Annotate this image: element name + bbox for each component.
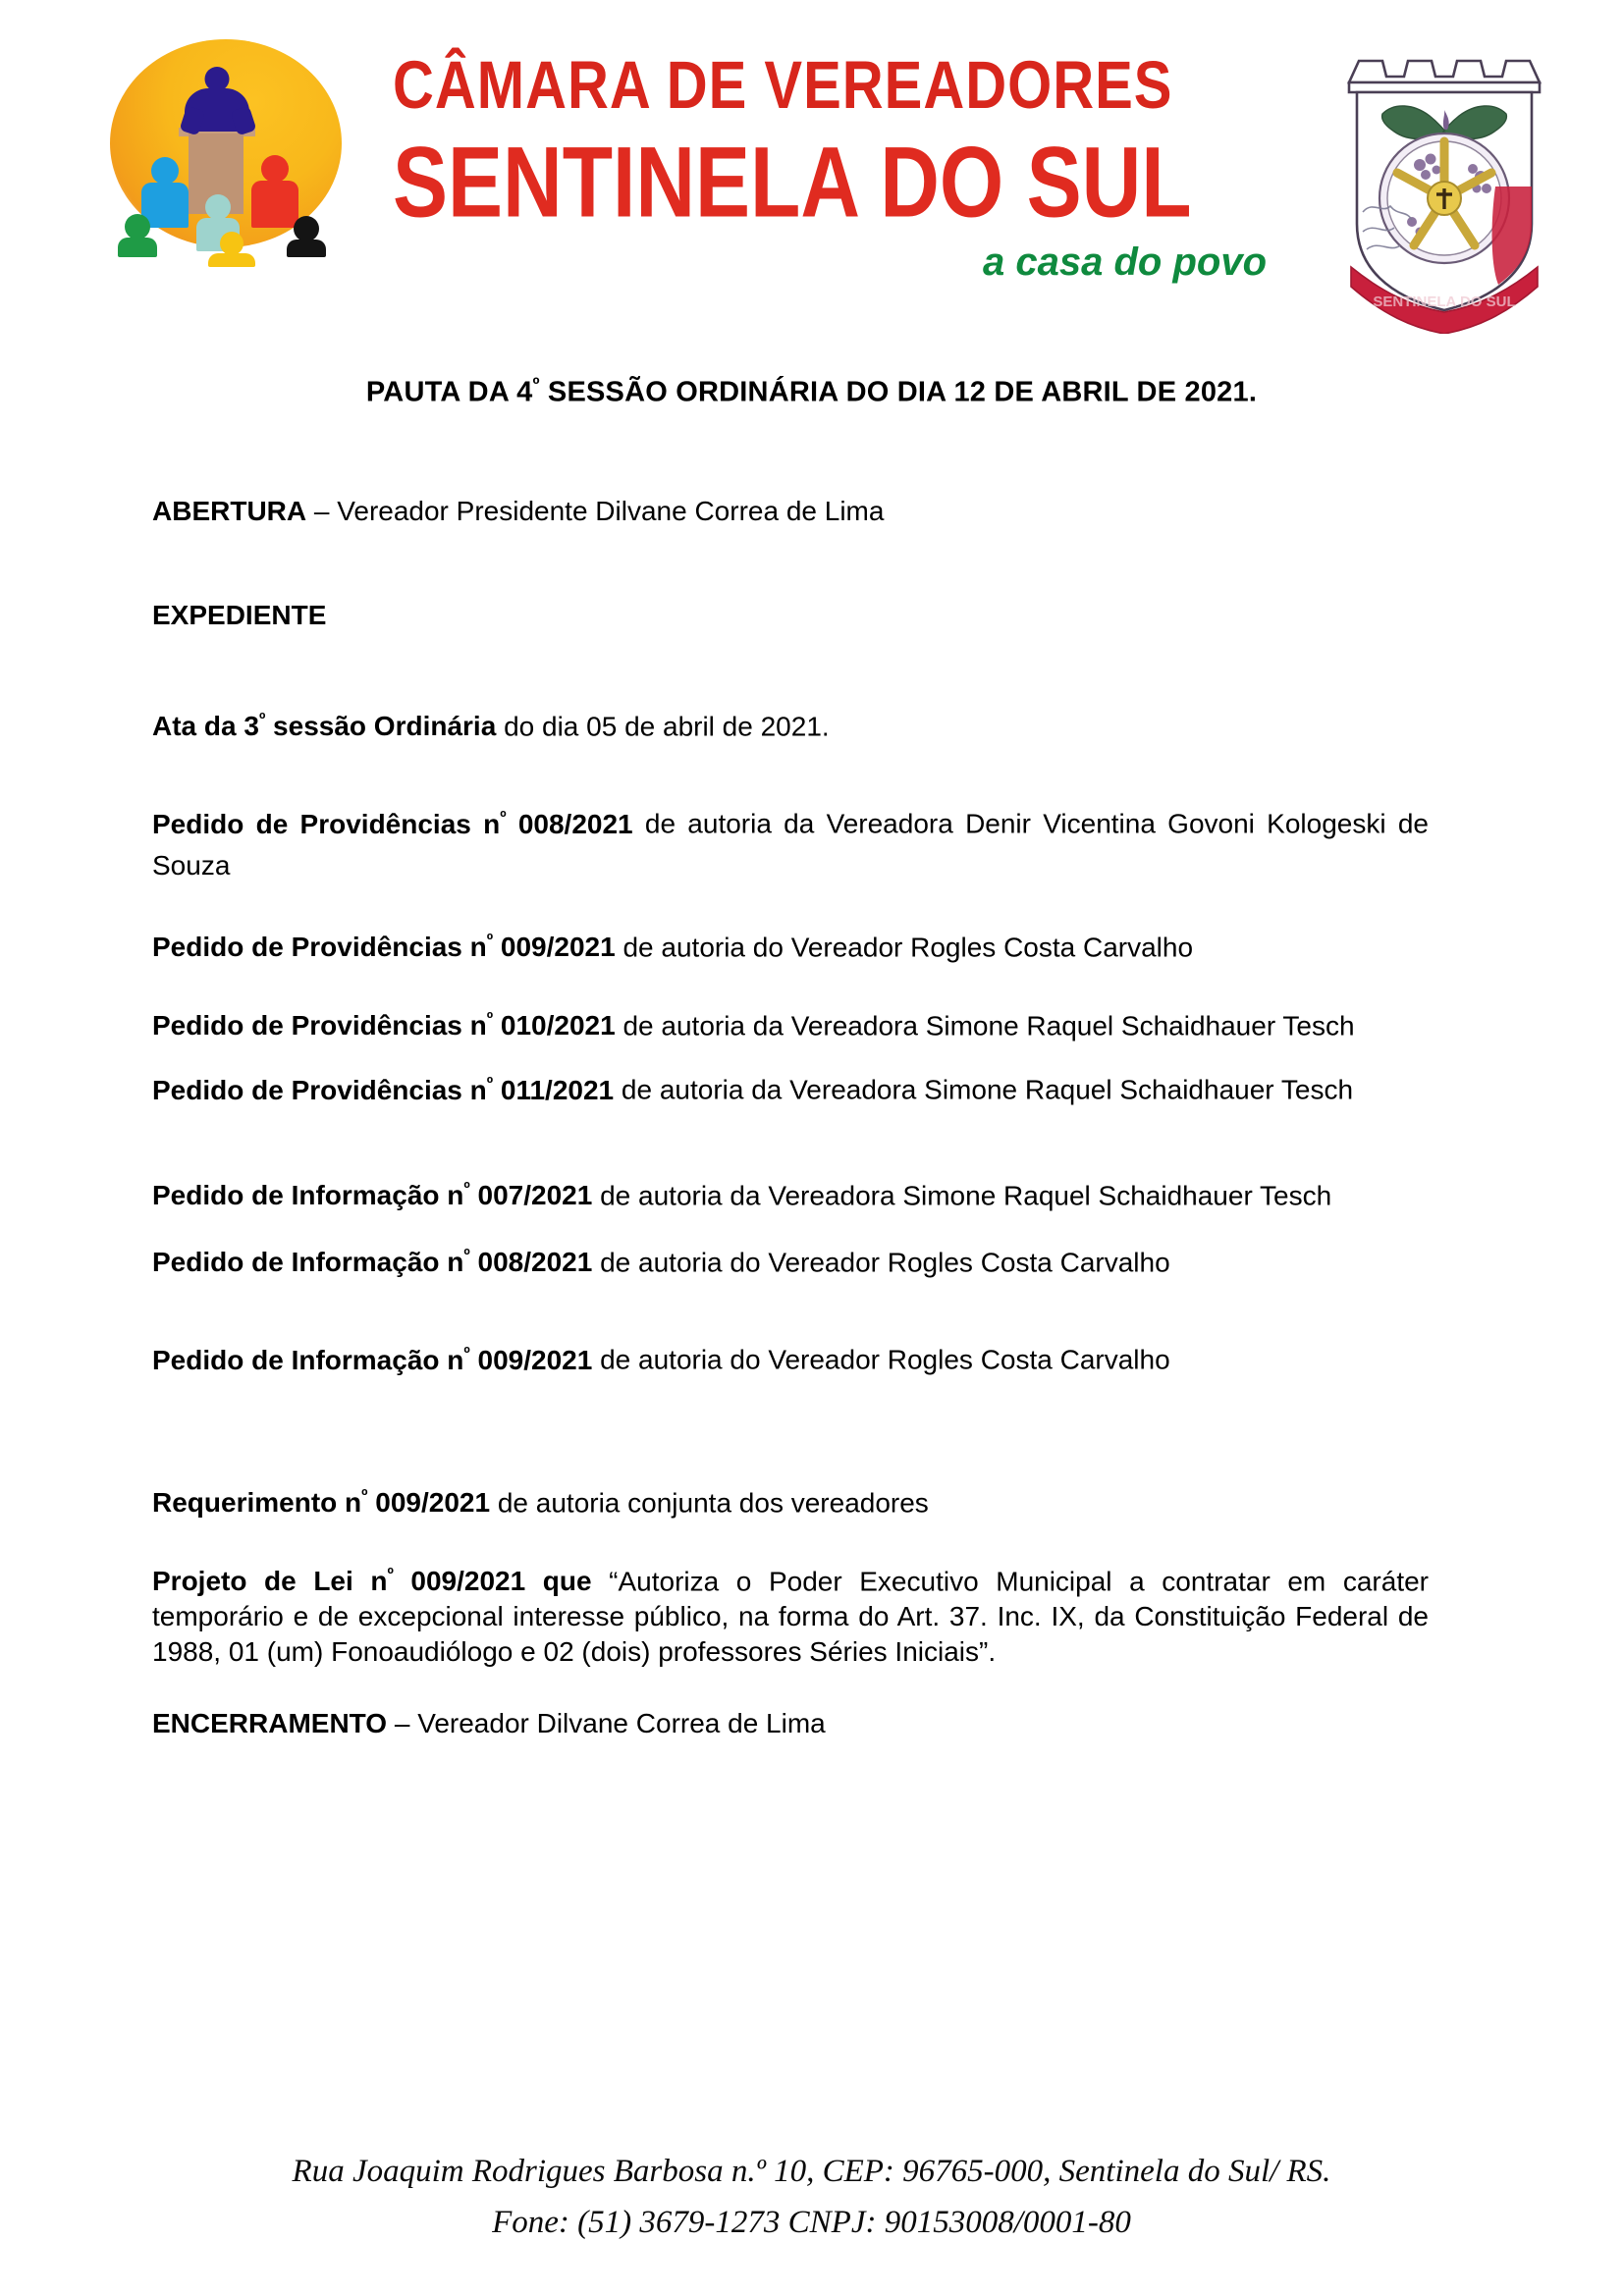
list-item	[152, 1235, 1429, 1283]
item-label-b: 011/2021	[493, 1074, 615, 1105]
title-prefix: PAUTA DA 4	[365, 376, 533, 408]
item-ordinal: º	[463, 1343, 470, 1363]
audience-figure-yellow	[208, 232, 255, 265]
coat-of-arms-banner-text: SENTINELA DO SUL	[1373, 294, 1516, 310]
item-label-a: Projeto de Lei n	[152, 1566, 388, 1597]
ata-label-b: sessão Ordinária	[265, 711, 497, 742]
item-text: de autoria da Vereadora Simone Raquel Schaidhauer Tesch	[592, 1179, 1332, 1210]
spacer	[152, 1283, 1429, 1332]
item-label-b: 008/2021	[506, 808, 633, 839]
item-label-a: Pedido de Informação n	[152, 1247, 464, 1278]
title-suffix: SESSÃO ORDINÁRIA DO DIA 12 DE ABRIL DE 2021.	[539, 376, 1258, 408]
spacer	[152, 532, 1429, 595]
item-ordinal: º	[463, 1178, 470, 1199]
item-label-b: 009/2021	[469, 1344, 593, 1375]
encerramento-label: ENCERRAMENTO	[152, 1708, 388, 1739]
audience-figure-dark	[287, 216, 326, 253]
spacer	[152, 968, 1429, 1001]
spacer	[152, 1381, 1429, 1475]
encerramento-text: – Vereador Dilvane Correa de Lima	[387, 1708, 826, 1739]
logo-wordmark	[393, 47, 1296, 284]
abertura-label: ABERTURA	[152, 496, 307, 526]
item-text: de autoria da Vereadora Denir Vicentina Govoni Kologeski de Souza	[152, 808, 1429, 881]
spacer	[152, 1043, 1429, 1065]
item-text: de autoria do Vereador Rogles Costa Carvalho	[592, 1247, 1170, 1278]
item-ordinal: º	[500, 807, 507, 828]
item-label-b: 009/2021 que	[393, 1566, 592, 1597]
spacer	[152, 886, 1429, 920]
list-item	[152, 1557, 1429, 1670]
item-label-b: 007/2021	[469, 1179, 593, 1210]
spacer	[152, 747, 1429, 796]
list-item	[152, 1332, 1429, 1380]
item-label-a: Pedido de Providências n	[152, 1074, 487, 1105]
coat-of-arms-svg	[1343, 39, 1569, 334]
expediente-heading	[152, 595, 1429, 636]
list-item	[152, 796, 1429, 885]
list-item	[152, 1171, 1429, 1213]
item-label-b: 008/2021	[469, 1247, 593, 1278]
item-ordinal: º	[486, 1008, 494, 1029]
item-text: de autoria da Vereadora Simone Raquel Schaidhauer Tesch	[615, 1010, 1355, 1041]
item-label-a: Pedido de Informação n	[152, 1344, 464, 1375]
abertura-text: – Vereador Presidente Dilvane Correa de Lima	[306, 496, 885, 526]
item-text: de autoria conjunta dos vereadores	[490, 1486, 929, 1518]
list-item	[152, 1001, 1429, 1043]
title-ordinal: º	[532, 375, 540, 396]
audience-figure-green	[118, 214, 157, 253]
item-ordinal: º	[463, 1245, 470, 1265]
sentinela-do-sul-coat-of-arms-icon	[1343, 39, 1569, 334]
item-ordinal: º	[387, 1564, 394, 1584]
speaker-figure-navy	[185, 67, 249, 132]
ata-line	[152, 699, 1429, 747]
item-label-a: Pedido de Providências n	[152, 1010, 487, 1041]
list-item	[152, 920, 1429, 968]
encerramento-line	[152, 1703, 1429, 1744]
list-item	[152, 1475, 1429, 1523]
ata-label-a: Ata da 3	[152, 711, 259, 742]
footer-contact-line: Fone: (51) 3679-1273 CNPJ: 90153008/0001-80	[492, 2205, 1131, 2240]
council-people-emblem-icon	[86, 39, 350, 247]
page-title	[0, 375, 1623, 409]
ata-text: do dia 05 de abril de 2021.	[496, 711, 830, 742]
spacer	[152, 636, 1429, 699]
spacer	[152, 1670, 1429, 1703]
expediente-label: EXPEDIENTE	[152, 600, 327, 630]
item-label-a: Pedido de Providências n	[152, 808, 501, 839]
item-ordinal: º	[486, 930, 494, 950]
logo-line-sentinela-do-sul: SENTINELA DO SUL	[393, 125, 1192, 239]
logo-tagline-a-casa-do-povo: a casa do povo	[983, 240, 1267, 284]
spacer	[152, 1108, 1429, 1171]
list-item	[152, 1065, 1429, 1107]
item-label-b: 009/2021	[367, 1486, 491, 1518]
item-ordinal: º	[361, 1485, 368, 1506]
footer-address-line: Rua Joaquim Rodrigues Barbosa n.º 10, CEP: 96765-000, Sentinela do Sul/ RS.	[292, 2154, 1331, 2189]
item-label-a: Pedido de Informação n	[152, 1179, 464, 1210]
item-label-a: Pedido de Providências n	[152, 931, 487, 962]
item-text: de autoria do Vereador Rogles Costa Carvalho	[592, 1344, 1170, 1375]
item-label-b: 009/2021	[493, 931, 616, 962]
document-footer	[0, 2146, 1623, 2248]
item-text: “Autoriza o Poder Executivo Municipal a contratar em caráter temporário e de excepcional interesse público, na forma do Art. 37. Inc. IX, da Constituição Federal de 1988, 01 (um) Fonoaudiólogo e 02 (dois) professores Séries Iniciais”.	[152, 1566, 1429, 1668]
item-label-a: Requerimento n	[152, 1486, 362, 1518]
item-label-b: 010/2021	[493, 1010, 616, 1041]
document-body	[152, 491, 1429, 1744]
item-text: de autoria da Vereadora Simone Raquel Schaidhauer Tesch	[614, 1074, 1354, 1105]
spacer	[152, 1523, 1429, 1557]
ata-ordinal: º	[258, 710, 266, 729]
item-text: de autoria do Vereador Rogles Costa Carvalho	[615, 931, 1194, 962]
item-ordinal: º	[486, 1073, 494, 1094]
logo-line-camara-de-vereadores: CÂMARA DE VEREADORES	[393, 47, 1173, 124]
spacer	[152, 1213, 1429, 1235]
document-header	[0, 0, 1623, 353]
abertura-line	[152, 491, 1429, 532]
